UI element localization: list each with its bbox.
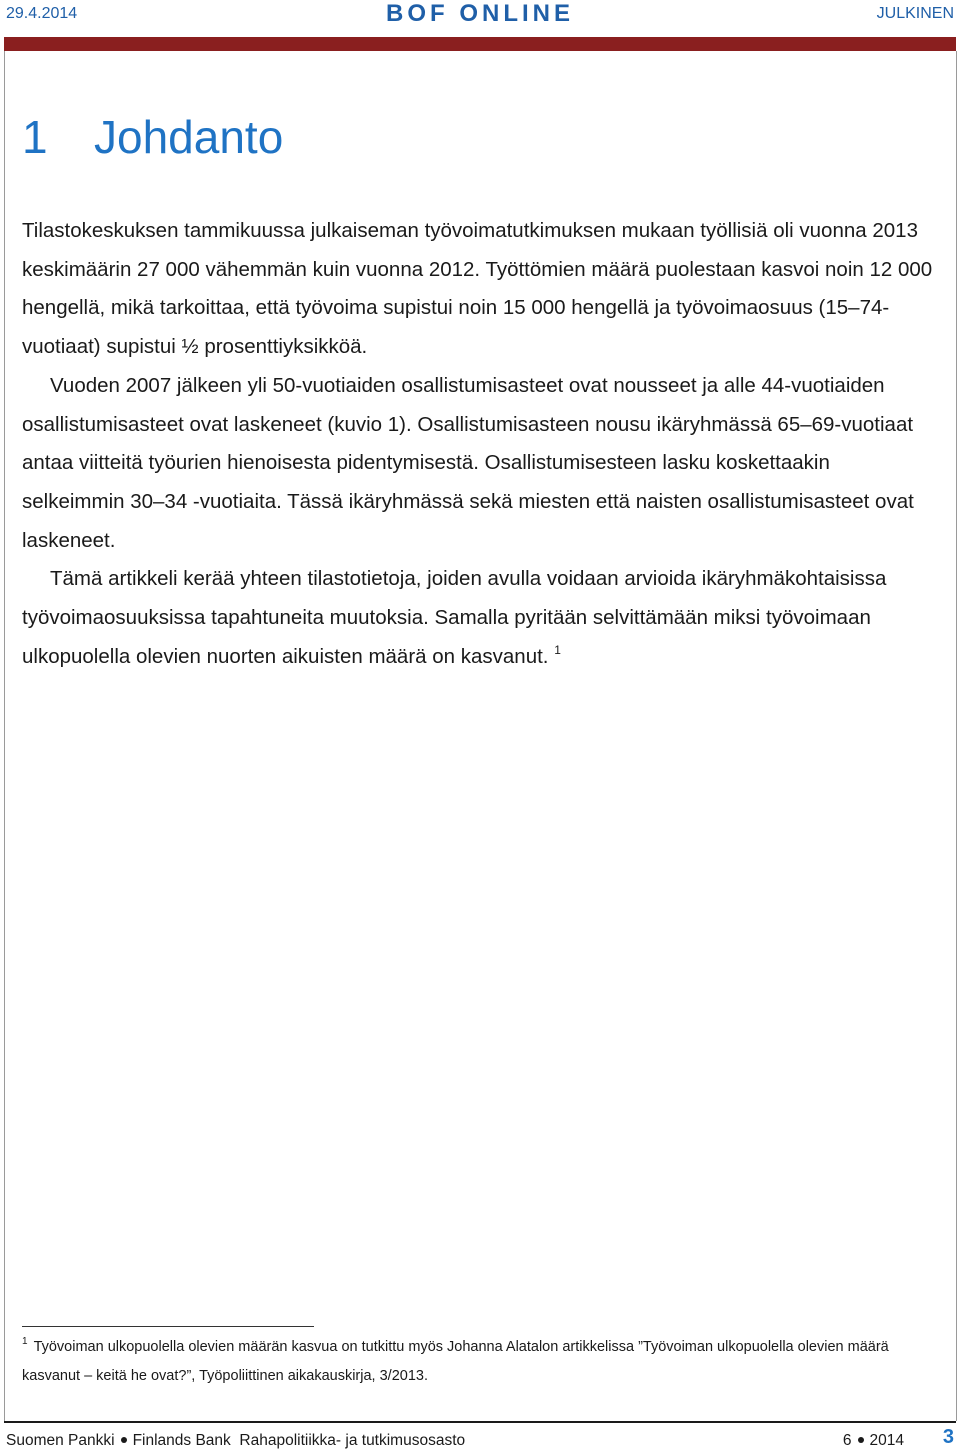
header-brand: BOF ONLINE bbox=[386, 0, 574, 27]
header-classification: JULKINEN bbox=[876, 5, 954, 22]
paragraph-2 bbox=[22, 367, 934, 561]
footer-year: 2014 bbox=[869, 1432, 904, 1449]
paragraph-1-text: Tilastokeskuksen tammikuussa julkaiseman työvoimatutkimuksen mukaan työllisiä oli vuonna 2013 keskimäärin 27 000 vähemmän kuin vuonna 2012. Työttömien määrä puolestaan kasvoi noin 12 000 hengellä, mikä tarkoittaa, että työvoima supistui noin 15 000 hengellä ja työvoimaosuus (15–74-vuotiaat) supistui ½ prosenttiyksikköä. bbox=[22, 219, 933, 359]
footnote-text: Työvoiman ulkopuolella olevien määrän kasvua on tutkittu myös Johanna Alatalon artikkelissa ”Työvoiman ulkopuolella olevien määrä kasvanut – keitä he ovat?”, Työpoliittinen aikakauskirja, 3/2013. bbox=[22, 1339, 889, 1384]
bullet-icon bbox=[858, 1437, 864, 1443]
footer-org-sv: Finlands Bank bbox=[132, 1432, 231, 1449]
paragraph-1 bbox=[22, 212, 934, 367]
header-date: 29.4.2014 bbox=[6, 5, 78, 22]
page-number: 3 bbox=[942, 1426, 954, 1448]
paragraph-3-text: Tämä artikkeli kerää yhteen tilastotietoja, joiden avulla voidaan arvioida ikäryhmäkohtaisissa työvoimaosuuksissa tapahtuneita muutoksia. Samalla pyritään selvittämään miksi työvoimaan ulkopuolella olevien nuorten aikuisten määrä on kasvanut. bbox=[22, 567, 887, 668]
header-rule bbox=[4, 37, 956, 51]
chapter-title: Johdanto bbox=[94, 111, 284, 163]
footer-publisher bbox=[6, 1432, 465, 1450]
footnote bbox=[22, 1333, 946, 1391]
chapter-number: 1 bbox=[22, 111, 48, 163]
footnote-reference[interactable]: 1 bbox=[554, 642, 561, 657]
footer-org-fi: Suomen Pankki bbox=[6, 1432, 115, 1449]
footnote-mark: 1 bbox=[22, 1336, 28, 1347]
footer-issue bbox=[843, 1432, 904, 1450]
chapter-heading bbox=[22, 110, 283, 164]
paragraph-2-text: Vuoden 2007 jälkeen yli 50-vuotiaiden osallistumisasteet ovat nousseet ja alle 44-vuotiaiden osallistumisasteet ovat laskeneet (kuvio 1). Osallistumisasteen nousu ikäryhmässä 65–69-vuotiaat antaa viitteitä työurien hienoisesta pidentymisestä. Osallistumisesteen lasku koskettaakin selkeimmin 30–34 -vuotiaita. Tässä ikäryhmässä sekä miesten että naisten osallistumisasteet ovat laskeneet. bbox=[22, 373, 914, 552]
paragraph-3 bbox=[22, 560, 934, 676]
footer-department: Rahapolitiikka- ja tutkimusosasto bbox=[239, 1432, 466, 1449]
bullet-icon bbox=[121, 1437, 127, 1443]
page-header bbox=[0, 0, 960, 30]
footer-issue-number: 6 bbox=[842, 1432, 852, 1449]
article-body bbox=[22, 212, 934, 676]
footnote-separator bbox=[22, 1326, 314, 1327]
footer-rule bbox=[4, 1421, 956, 1423]
